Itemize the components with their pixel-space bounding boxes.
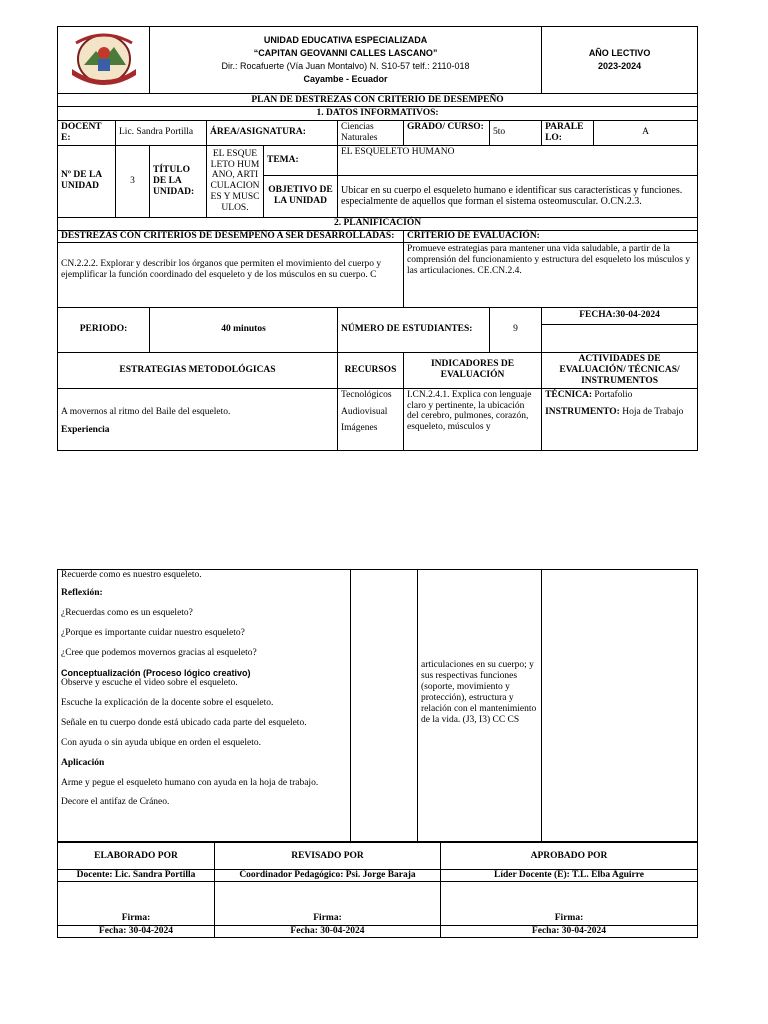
school-logo-cell [58, 27, 150, 94]
estrategia-line: ¿Cree que podemos movernos gracias al esqueleto? [61, 647, 257, 658]
estrategia-line: Observe y escuche el video sobre el esqueleto. [61, 677, 238, 688]
elaborado-name: Docente: Lic. Sandra Portilla [58, 870, 215, 882]
estrategia-line: Aplicación [61, 757, 105, 768]
school-address: Dir.: Rocafuerte (Vía Juan Montalvo) N. S10-57 telf.: 2110-018 [221, 61, 470, 71]
estrategia-line-1: A movernos al ritmo del Baile del esqueleto. [61, 406, 231, 417]
year-label: AÑO LECTIVO [588, 48, 651, 59]
grado-value: 5to [490, 121, 542, 146]
revisado-name: Coordinador Pedagógico: Psi. Jorge Baraja [215, 870, 441, 882]
estudiantes-value: 9 [490, 307, 542, 352]
fecha-label: FECHA:30-04-2024 [542, 307, 698, 324]
revisado-header: REVISADO POR [215, 843, 441, 870]
estrategia-line: Conceptualización (Proceso lógico creativo) [61, 667, 251, 678]
estrategia-line: Arme y pegue el esqueleto humano con ayuda en la hoja de trabajo. [61, 777, 319, 788]
periodo-label: PERIODO: [58, 307, 150, 352]
titulo-value: EL ESQUELETO HUMANO, ARTICULACIONES Y MUSCULOS. [207, 145, 264, 217]
destrezas-value: CN.2.2.2. Explorar y describir los órganos que permiten el movimiento del cuerpo y ejemplificar la función coordinado del esqueleto y de los músculos en su cuerpo. C [58, 242, 404, 307]
objetivo-value: Ubicar en su cuerpo el esqueleto humano e identificar sus características y funciones. especialmente de aquellos que forman el sistema osteomuscular. O.CN.2.3. [338, 175, 698, 217]
estrategia-line: Recuerde como es nuestro esqueleto. [61, 570, 202, 580]
elaborado-fecha: Fecha: 30-04-2024 [58, 926, 215, 938]
unidad-label: Nº DE LA UNIDAD [58, 145, 116, 217]
recursos-header: RECURSOS [338, 352, 404, 388]
school-full-name: “CAPITAN GEOVANNI CALLES LASCANO” [253, 47, 438, 58]
estrategia-line: ¿Recuerdas como es un esqueleto? [61, 607, 193, 618]
grado-label: GRADO/ CURSO: [404, 121, 490, 146]
indicador-cell: I.CN.2.4.1. Explica con lenguaje claro y pertinente, la ubicación del cerebro, pulmones, corazón, esqueleto, músculos y [404, 388, 542, 450]
docente-value: Lic. Sandra Portilla [116, 121, 207, 146]
plan-page-1 [57, 26, 697, 451]
aprobado-fecha: Fecha: 30-04-2024 [441, 926, 698, 938]
estrategias-cell [58, 388, 338, 450]
recursos-cont-cell [351, 570, 418, 842]
plan-title: PLAN DE DESTREZAS CON CRITERIO DE DESEMPEÑO [58, 94, 698, 107]
aprobado-firma: Firma: [441, 882, 698, 926]
estrategias-cont-cell [58, 570, 351, 842]
estrategia-line: ¿Porque es importante cuidar nuestro esqueleto? [61, 627, 245, 638]
indicador-cont-cell: articulaciones en su cuerpo; y sus respectivas funciones (soporte, movimiento y protección), estructura y relación con el mantenimiento de la vida. (J3, I3) CC CS [418, 570, 542, 842]
estrategia-line: Señale en tu cuerpo donde está ubicado cada parte del esqueleto. [61, 717, 307, 728]
periodo-value: 40 minutos [150, 307, 338, 352]
estudiantes-label: NÚMERO DE ESTUDIANTES: [338, 307, 490, 352]
section2-title: 2. PLANIFICACIÓN [58, 217, 698, 230]
titulo-label: TÍTULO DE LA UNIDAD: [150, 145, 207, 217]
estrategia-line: Escuche la explicación de la docente sobre el esqueleto. [61, 697, 274, 708]
revisado-firma: Firma: [215, 882, 441, 926]
aprobado-header: APROBADO POR [441, 843, 698, 870]
recurso-item: Tecnológicos [341, 389, 392, 400]
plan-page-2 [57, 569, 697, 938]
school-logo-icon [62, 29, 146, 91]
tecnica-value: Portafolio [594, 389, 633, 400]
actividades-cell [542, 388, 698, 450]
estrategia-line: Decore el antifaz de Cráneo. [61, 797, 170, 808]
school-city: Cayambe - Ecuador [303, 74, 388, 85]
criterio-value: Promueve estrategias para mantener una vida saludable, a partir de la comprensión del funcionamiento y estructura del esqueleto los músculos y las articulaciones. CE.CN.2.4. [404, 242, 698, 307]
recurso-item: Imágenes [341, 423, 378, 434]
instrumento-value: Hoja de Trabajo [622, 406, 684, 417]
school-name: UNIDAD EDUCATIVA ESPECIALIZADA [263, 34, 428, 45]
fecha-empty [542, 324, 698, 352]
destrezas-label: DESTREZAS CON CRITERIOS DE DESEMPEÑO A SER DESARROLLADAS: [58, 230, 404, 242]
tecnica-label: TÉCNICA: [545, 389, 593, 400]
elaborado-firma: Firma: [58, 882, 215, 926]
area-value: Ciencias Naturales [338, 121, 404, 146]
indicadores-header: INDICADORES DE EVALUACIÓN [404, 352, 542, 388]
instrumento-label: INSTRUMENTO: [545, 406, 620, 417]
tema-value: EL ESQUELETO HUMANO [338, 145, 698, 175]
plan-table-2 [57, 569, 698, 842]
objetivo-label: OBJETIVO DE LA UNIDAD [264, 175, 338, 217]
paralelo-label: PARALE LO: [542, 121, 594, 146]
elaborado-header: ELABORADO POR [58, 843, 215, 870]
actividades-cont-cell [542, 570, 698, 842]
estrategia-line-2: Experiencia [61, 424, 110, 435]
year-value: 2023-2024 [598, 61, 642, 71]
estrategia-line: Con ayuda o sin ayuda ubique en orden el esqueleto. [61, 737, 261, 748]
estrategias-lines [61, 570, 347, 808]
aprobado-name: Líder Docente (E): T.L. Elba Aguirre [441, 870, 698, 882]
section1-title: 1. DATOS INFORMATIVOS: [58, 107, 698, 121]
actividades-header: ACTIVIDADES DE EVALUACIÓN/ TÉCNICAS/ INSTRUMENTOS [542, 352, 698, 388]
criterio-label: CRITERIO DE EVALUACIÓN: [404, 230, 698, 242]
area-label: ÁREA/ASIGNATURA: [207, 121, 338, 146]
school-header [150, 27, 542, 94]
unidad-value: 3 [116, 145, 150, 217]
revisado-fecha: Fecha: 30-04-2024 [215, 926, 441, 938]
recurso-item: Audiovisual [341, 406, 388, 417]
tema-label: TEMA: [264, 145, 338, 175]
plan-table-1 [57, 26, 698, 451]
docente-label: DOCENT E: [58, 121, 116, 146]
signatures-table [57, 842, 698, 938]
estrategia-line: Reflexión: [61, 587, 103, 598]
estrategias-header: ESTRATEGIAS METODOLÓGICAS [58, 352, 338, 388]
paralelo-value: A [594, 121, 698, 146]
recursos-cell [338, 388, 404, 450]
school-year-cell [542, 27, 698, 94]
